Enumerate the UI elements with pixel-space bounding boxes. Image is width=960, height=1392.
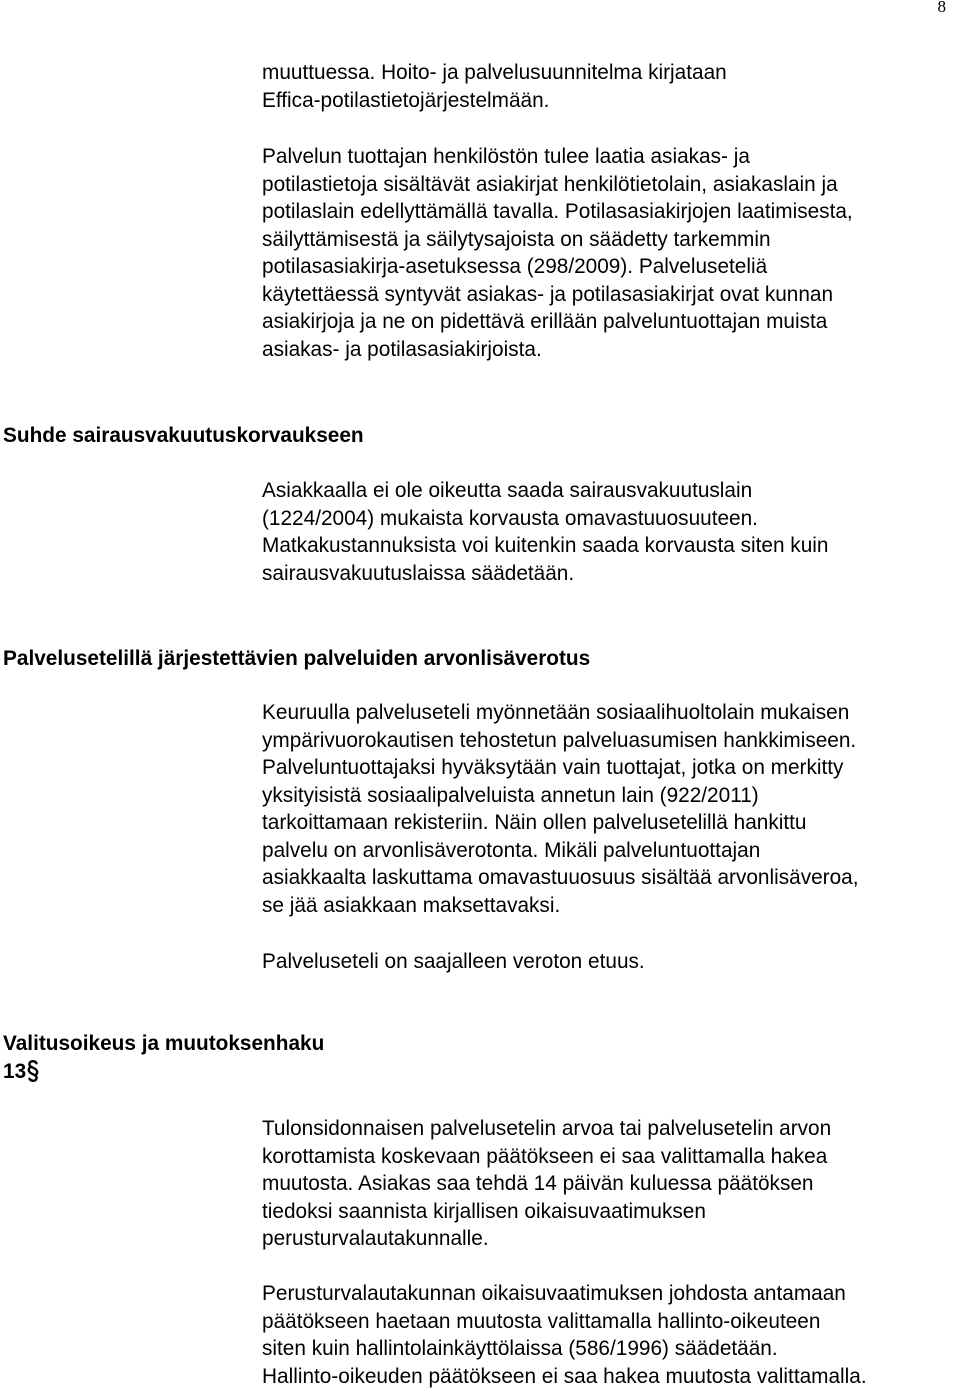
text-line: ympärivuorokautisen tehostetun palveluasumisen hankkimiseen.	[262, 728, 857, 752]
appeals-paragraph-1	[262, 1115, 956, 1253]
text-line: tiedoksi saannista kirjallisen oikaisuvaatimuksen	[262, 1199, 706, 1223]
text-line: yksityisistä sosiaalipalveluista annetun lain (922/2011)	[262, 783, 759, 807]
intro-paragraph	[262, 59, 956, 114]
text-line: asiakkaalta laskuttama omavastuuosuus sisältää arvonlisäveroa,	[262, 866, 859, 889]
text-line: päätökseen haetaan muutosta valittamalla hallinto-oikeuteen	[262, 1309, 821, 1333]
text-line: sairausvakuutuslaissa säädetään.	[262, 561, 575, 585]
section-heading-appeals	[3, 1030, 324, 1085]
text-line: Palveluntuottajaksi hyväksytään vain tuottajat, jotka on merkitty	[262, 756, 844, 779]
text-line: palvelu on arvonlisäverotonta. Mikäli palveluntuottajan	[262, 838, 761, 862]
vat-paragraph	[262, 699, 956, 919]
appeals-paragraph-2	[262, 1280, 956, 1390]
text-line: se jää asiakkaan maksettavaksi.	[262, 893, 561, 917]
page-number: 8	[937, 0, 946, 16]
text-line: säilyttämisestä ja säilytysajoista on säädetty tarkemmin	[262, 227, 771, 251]
text-line: Matkakustannuksista voi kuitenkin saada korvausta siten kuin	[262, 534, 829, 557]
text-line: Palveluseteli on saajalleen veroton etuus.	[262, 950, 645, 973]
text-line: tarkoittamaan rekisteriin. Näin ollen palvelusetelillä hankittu	[262, 811, 807, 834]
records-paragraph	[262, 143, 956, 363]
text-line: muutosta. Asiakas saa tehdä 14 päivän kuluessa päätöksen	[262, 1172, 814, 1195]
text-line: muuttuessa. Hoito- ja palvelusuunnitelma kirjataan	[262, 61, 727, 84]
text-line: Tulonsidonnaisen palvelusetelin arvoa tai palvelusetelin arvon	[262, 1117, 832, 1140]
text-line: potilasasiakirja-asetuksessa (298/2009). Palveluseteliä	[262, 255, 768, 278]
text-line: perusturvalautakunnalle.	[262, 1227, 489, 1250]
heading-line: Valitusoikeus ja muutoksenhaku	[3, 1032, 325, 1055]
text-line: korottamista koskevaan päätökseen ei saa valittamalla hakea	[262, 1144, 828, 1168]
text-line: käytettäessä syntyvät asiakas- ja potilasasiakirjat ovat kunnan	[262, 282, 834, 306]
text-line: Asiakkaalla ei ole oikeutta saada sairausvakuutuslain	[262, 479, 753, 502]
section-heading-sickness-insurance: Suhde sairausvakuutuskorvaukseen	[3, 424, 364, 447]
heading-line	[3, 1058, 324, 1086]
tax-note-paragraph	[262, 948, 956, 976]
text-line: Keuruulla palveluseteli myönnetään sosiaalihuoltolain mukaisen	[262, 701, 850, 724]
text-line: Perusturvalautakunnan oikaisuvaatimuksen johdosta antamaan	[262, 1282, 846, 1305]
text-line: Palvelun tuottajan henkilöstön tulee laatia asiakas- ja	[262, 145, 750, 168]
section-heading-vat: Palvelusetelillä järjestettävien palveluiden arvonlisäverotus	[3, 647, 591, 670]
text-line: potilastietoja sisältävät asiakirjat henkilötietolain, asiakaslain ja	[262, 172, 838, 196]
text-line: asiakirjoja ja ne on pidettävä erillään palveluntuottajan muista	[262, 310, 828, 333]
text-line: Effica-potilastietojärjestelmään.	[262, 88, 550, 112]
sickness-insurance-paragraph	[262, 477, 956, 587]
text-line: siten kuin hallintolainkäyttölaissa (586/1996) säädetään.	[262, 1337, 778, 1360]
section-number: 13	[3, 1059, 27, 1083]
text-line: Hallinto-oikeuden päätökseen ei saa hakea muutosta valittamalla.	[262, 1364, 867, 1388]
text-line: potilaslain edellyttämällä tavalla. Potilasasiakirjojen laatimisesta,	[262, 200, 853, 223]
section-sign-icon	[27, 1060, 39, 1082]
text-line: asiakas- ja potilasasiakirjoista.	[262, 337, 542, 361]
text-line: (1224/2004) mukaista korvausta omavastuuosuuteen.	[262, 506, 758, 530]
